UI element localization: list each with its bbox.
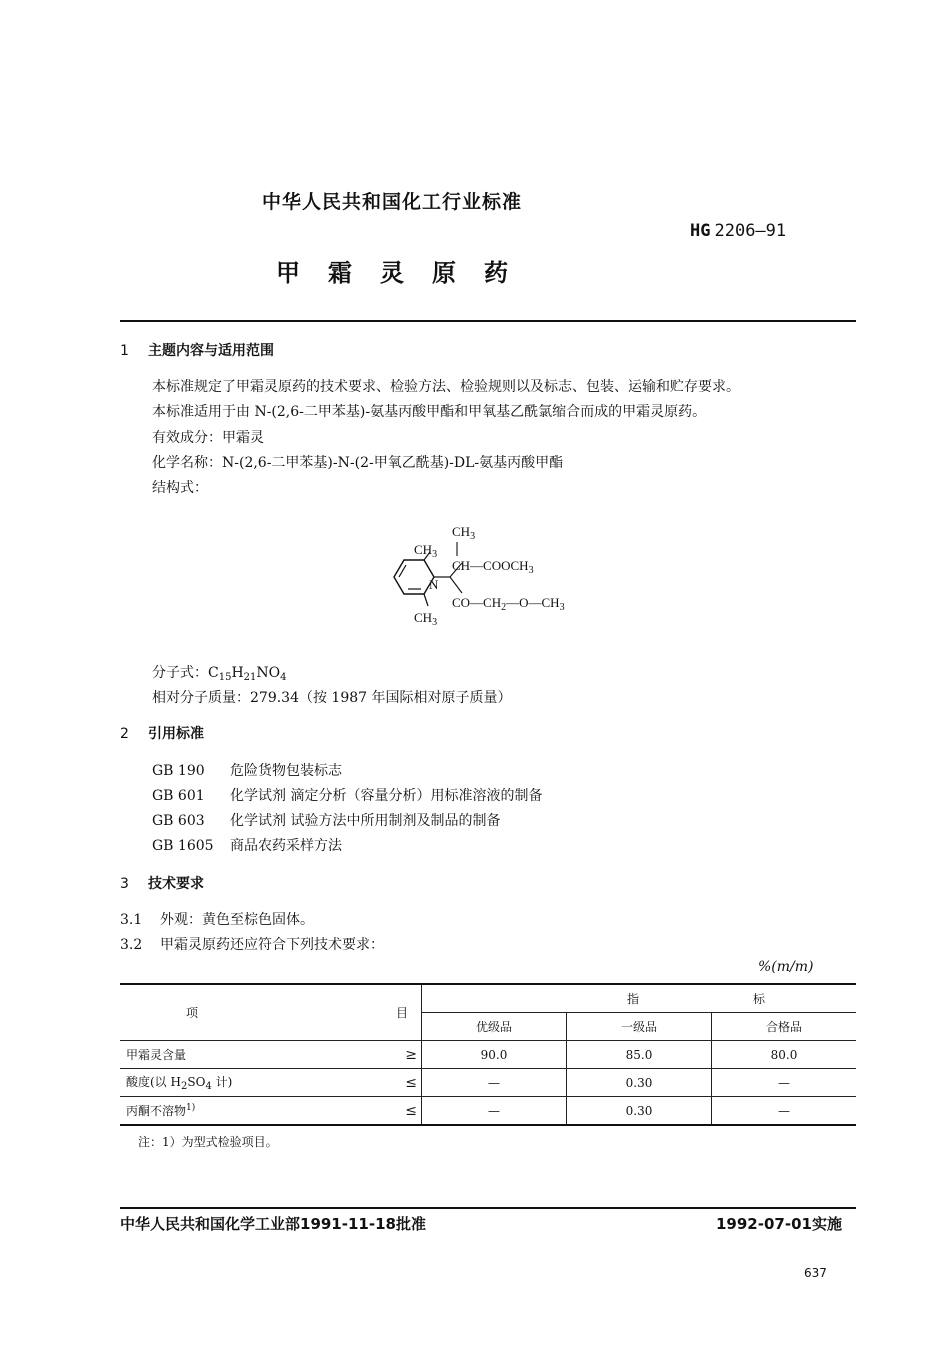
header-divider [120, 320, 856, 322]
struct-ch-cooch3: $CH—COOCH_3$ [452, 558, 534, 576]
struct-nitrogen: N [429, 577, 439, 592]
standard-title: 中华人民共和国化工行业标准 [262, 191, 523, 213]
section-number: 3 [120, 876, 129, 892]
ref-item: GB 190 危险货物包装标志 [152, 763, 342, 779]
row-value: 90.0 [422, 1041, 567, 1069]
row-value: — [712, 1069, 857, 1097]
row-symbol: ≥ [372, 1041, 422, 1069]
row-value: 80.0 [712, 1041, 857, 1069]
clause-3-1: 3.1 外观：黄色至棕色固体。 [120, 912, 314, 928]
row-value: 0.30 [567, 1097, 712, 1126]
section-number: 2 [120, 726, 129, 742]
row-value: 85.0 [567, 1041, 712, 1069]
row-value: — [422, 1097, 567, 1126]
page-number: 637 [804, 1266, 827, 1280]
struct-ch3-left: $CH_3$ [414, 542, 438, 560]
struct-ch3-top: $CH_3$ [452, 524, 476, 542]
standard-code [690, 221, 786, 241]
document-title: 甲霜灵原药 [276, 259, 536, 287]
section-1-para-2: 本标准适用于由 N-(2,6-二甲苯基)-氨基丙酸甲酯和甲氧基乙酰氯缩合而成的甲霜灵原药。 [152, 404, 707, 420]
section-title: 技术要求 [148, 876, 204, 892]
clause-3-2: 3.2 甲霜灵原药还应符合下列技术要求： [120, 937, 384, 953]
grade-header: 优级品 [422, 1013, 567, 1041]
code-number: 2206—91 [714, 221, 787, 241]
table-row [120, 1097, 856, 1126]
table-note: 注：1）为型式检验项目。 [138, 1135, 278, 1149]
table-row [120, 1069, 856, 1097]
section-1-para-1: 本标准规定了甲霜灵原药的技术要求、检验方法、检验规则以及标志、包装、运输和贮存要求。 [152, 379, 740, 395]
section-2-heading [120, 723, 204, 743]
grade-header: 合格品 [712, 1013, 857, 1041]
implementation-date: 1992-07-01实施 [716, 1215, 842, 1233]
approval-line: 中华人民共和国化学工业部1991-11-18批准 [120, 1215, 426, 1233]
table-row [120, 1041, 856, 1069]
ref-item: GB 601 化学试剂 滴定分析（容量分析）用标准溶液的制备 [152, 788, 543, 804]
structural-formula [370, 520, 630, 632]
header-index: 指 标 [422, 984, 857, 1013]
grade-header: 一级品 [567, 1013, 712, 1041]
molecular-mass: 相对分子质量：279.34（按 1987 年国际相对原子质量） [152, 690, 512, 706]
ref-item: GB 1605 商品农药采样方法 [152, 838, 342, 854]
section-1-structure-label: 结构式： [152, 480, 208, 496]
row-item: 酸度(以 $H_2SO_4$ 计) [120, 1069, 372, 1097]
header-item: 项 目 [120, 984, 422, 1041]
footer-divider [120, 1207, 856, 1209]
section-1-active-ingredient: 有效成分：甲霜灵 [152, 430, 264, 446]
section-1-heading [120, 340, 274, 360]
section-3-heading [120, 873, 204, 893]
code-prefix: HG [690, 221, 711, 241]
struct-ch3-bottom: $CH_3$ [414, 610, 438, 628]
section-title: 引用标准 [148, 726, 204, 742]
row-item: 丙酮不溶物$^{1)}$ [120, 1097, 372, 1126]
struct-co-chain: $CO—CH_2—O—CH_3$ [452, 595, 565, 613]
row-value: — [422, 1069, 567, 1097]
section-number: 1 [120, 343, 129, 359]
spec-table [120, 983, 856, 1126]
row-item: 甲霜灵含量 [120, 1041, 372, 1069]
unit-label: %(m/m) [758, 959, 814, 975]
row-symbol: ≤ [372, 1097, 422, 1126]
section-1-chemical-name: 化学名称：N-(2,6-二甲苯基)-N-(2-甲氧乙酰基)-DL-氨基丙酸甲酯 [152, 455, 564, 471]
ref-item: GB 603 化学试剂 试验方法中所用制剂及制品的制备 [152, 813, 501, 829]
section-title: 主题内容与适用范围 [148, 343, 274, 359]
row-symbol: ≤ [372, 1069, 422, 1097]
row-value: 0.30 [567, 1069, 712, 1097]
molecular-formula: 分子式：$C_{15}H_{21}NO_4$ [152, 665, 287, 683]
row-value: — [712, 1097, 857, 1126]
